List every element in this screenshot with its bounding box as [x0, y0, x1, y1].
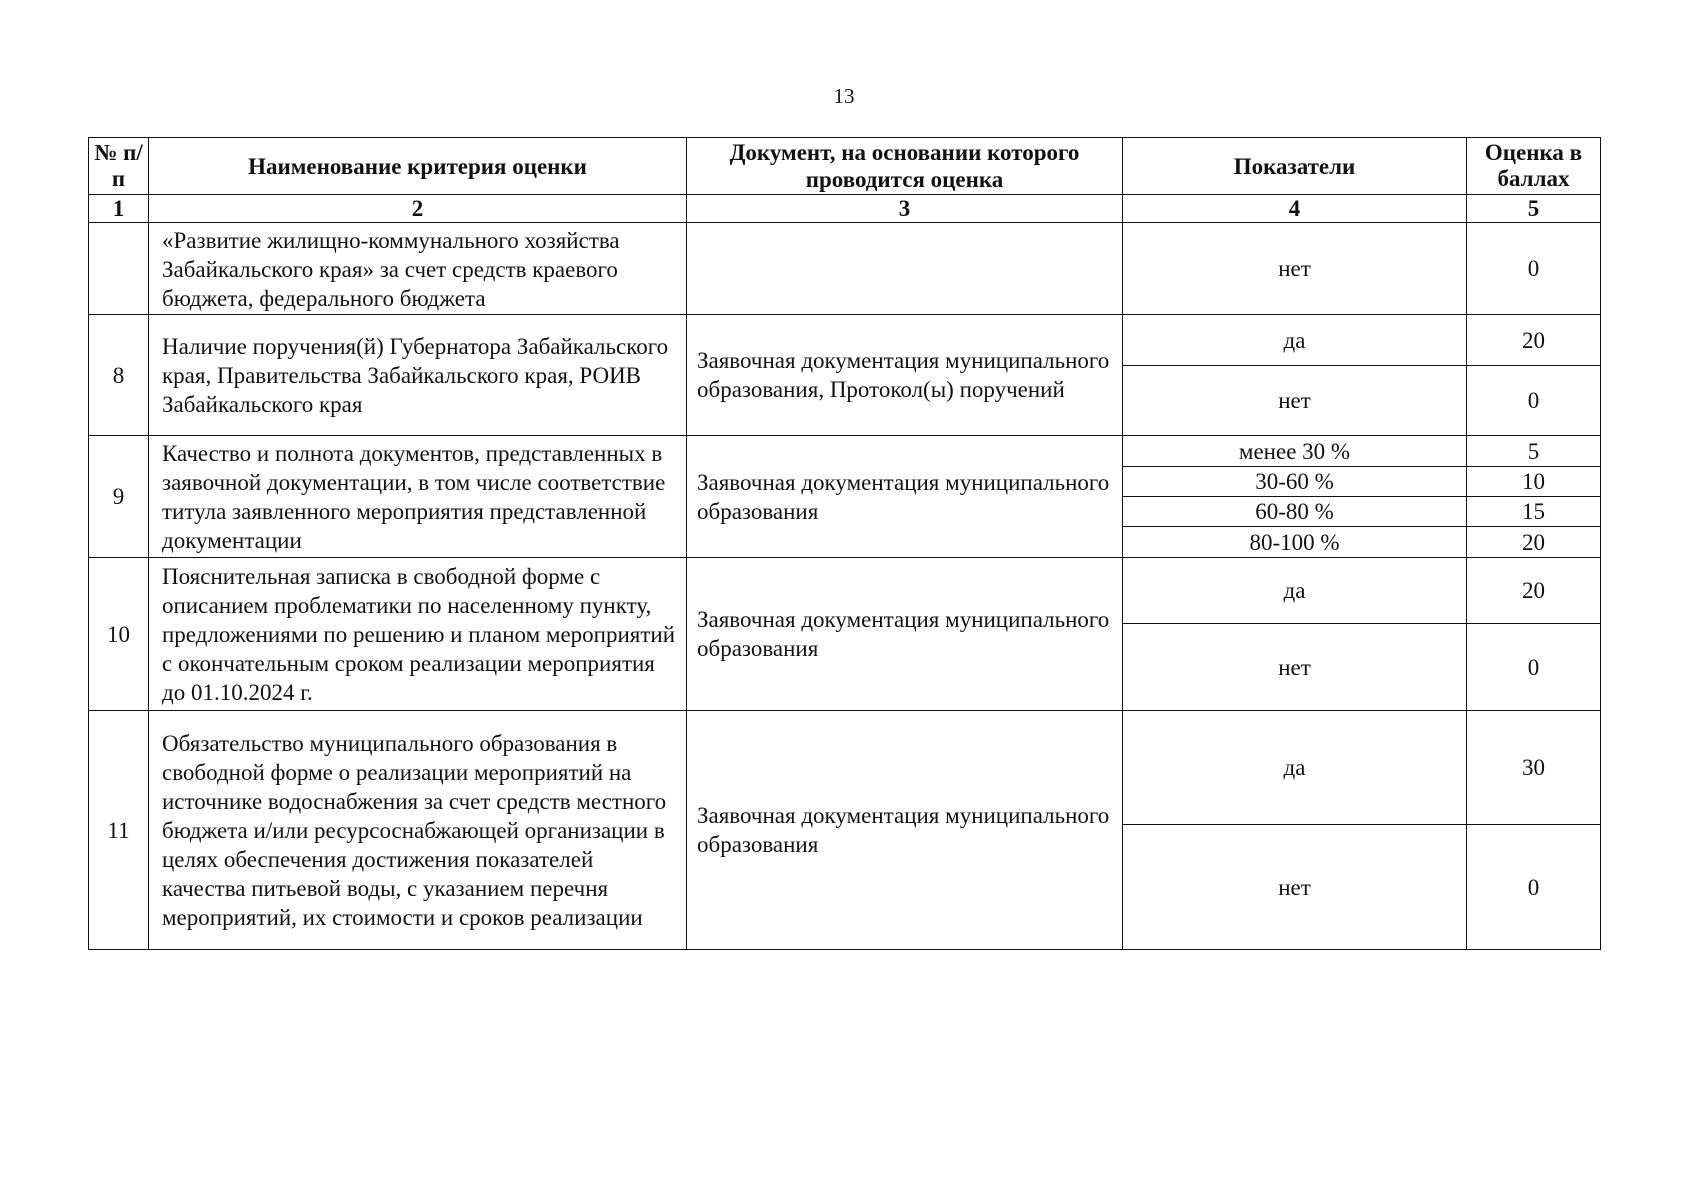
table-row: [89, 223, 1601, 315]
criterion-document: [687, 223, 1123, 315]
indicator-score: 20: [1467, 527, 1601, 558]
criterion-document: Заявочная документация муниципального образования: [687, 436, 1123, 558]
row-number: 9: [89, 436, 149, 558]
criterion-name: Пояснительная записка в свободной форме с описанием проблематики по населенному пункту, предложениями по решению и планом мероприятий с окончательным сроком реализации мероприятия до 01.10.2024 г.: [149, 558, 687, 711]
table-header-row: [89, 138, 1601, 195]
indicator-score: 0: [1467, 825, 1601, 950]
header-score: Оценка в баллах: [1467, 138, 1601, 195]
header-number: № п/п: [89, 138, 149, 195]
indicator-label: нет: [1123, 624, 1467, 711]
indicator-label: да: [1123, 315, 1467, 366]
criteria-table: [88, 137, 1601, 950]
row-number: 10: [89, 558, 149, 711]
table-row: [89, 711, 1601, 825]
indicator-score: 5: [1467, 436, 1601, 467]
indicator-label: нет: [1123, 223, 1467, 315]
row-number: 8: [89, 315, 149, 436]
indicator-label: 80-100 %: [1123, 527, 1467, 558]
criterion-document: Заявочная документация муниципального образования: [687, 711, 1123, 950]
column-number-row: [89, 195, 1601, 223]
indicator-score: 20: [1467, 315, 1601, 366]
column-number: 3: [687, 195, 1123, 223]
row-number: [89, 223, 149, 315]
indicator-label: да: [1123, 558, 1467, 624]
indicator-label: 60-80 %: [1123, 497, 1467, 527]
indicator-label: нет: [1123, 825, 1467, 950]
table-row: [89, 436, 1601, 467]
indicator-label: да: [1123, 711, 1467, 825]
criterion-name: Наличие поручения(й) Губернатора Забайкальского края, Правительства Забайкальского края, РОИВ Забайкальского края: [149, 315, 687, 436]
criterion-name: Качество и полнота документов, представленных в заявочной документации, в том числе соответствие титула заявленного мероприятия представленной документации: [149, 436, 687, 558]
indicator-score: 0: [1467, 624, 1601, 711]
criterion-name: Обязательство муниципального образования в свободной форме о реализации мероприятий на источнике водоснабжения за счет средств местного бюджета и/или ресурсоснабжающей организации в целях обеспечения достижения показателей качества питьевой воды, с указанием перечня мероприятий, их стоимости и сроков реализации: [149, 711, 687, 950]
header-indicators: Показатели: [1123, 138, 1467, 195]
criterion-document: Заявочная документация муниципального образования, Протокол(ы) поручений: [687, 315, 1123, 436]
indicator-label: 30-60 %: [1123, 467, 1467, 497]
table-row: [89, 558, 1601, 624]
indicator-score: 20: [1467, 558, 1601, 624]
indicator-score: 0: [1467, 223, 1601, 315]
indicator-score: 30: [1467, 711, 1601, 825]
table-row: [89, 315, 1601, 366]
indicator-score: 15: [1467, 497, 1601, 527]
column-number: 1: [89, 195, 149, 223]
criterion-name: «Развитие жилищно-коммунального хозяйства Забайкальского края» за счет средств краевого бюджета, федерального бюджета: [149, 223, 687, 315]
indicator-score: 10: [1467, 467, 1601, 497]
column-number: 5: [1467, 195, 1601, 223]
column-number: 4: [1123, 195, 1467, 223]
header-criterion-name: Наименование критерия оценки: [149, 138, 687, 195]
indicator-label: менее 30 %: [1123, 436, 1467, 467]
header-document: Документ, на основании которого проводится оценка: [687, 138, 1123, 195]
column-number: 2: [149, 195, 687, 223]
criterion-document: Заявочная документация муниципального образования: [687, 558, 1123, 711]
row-number: 11: [89, 711, 149, 950]
indicator-score: 0: [1467, 366, 1601, 436]
indicator-label: нет: [1123, 366, 1467, 436]
page-number: 13: [833, 84, 855, 108]
